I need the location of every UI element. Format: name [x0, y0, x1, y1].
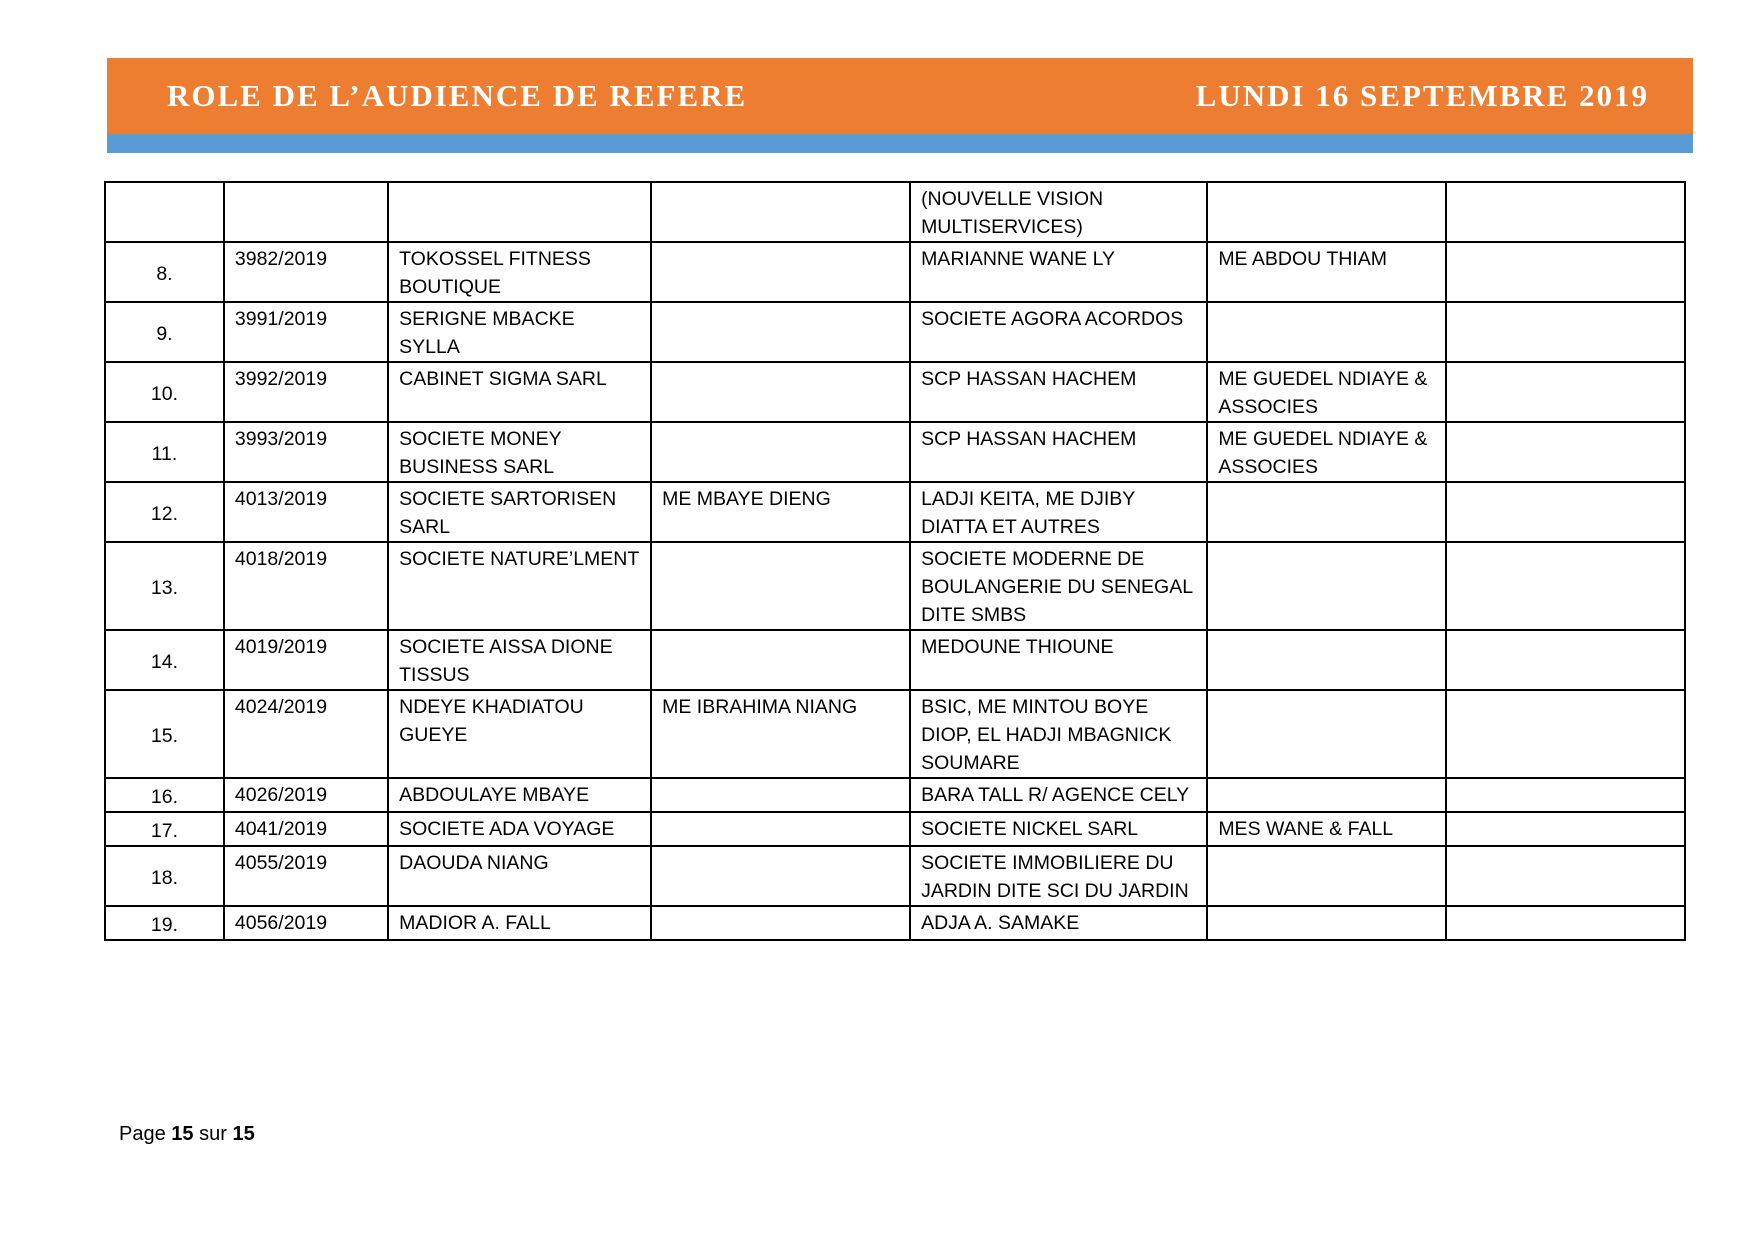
case-reference: 3992/2019 — [224, 362, 388, 422]
defendant-counsel — [1207, 630, 1446, 690]
footer-total-pages: 15 — [232, 1123, 255, 1145]
table-row — [105, 906, 1685, 940]
hearing-date: LUNDI 16 SEPTEMBRE 2019 — [1195, 78, 1649, 113]
row-number: 9. — [105, 302, 224, 362]
footer-prefix: Page — [119, 1123, 166, 1145]
plaintiff: MADIOR A. FALL — [388, 906, 651, 940]
case-reference: 3993/2019 — [224, 422, 388, 482]
defendant-counsel: MES WANE & FALL — [1207, 812, 1446, 846]
table-row — [105, 812, 1685, 846]
plaintiff: SOCIETE SARTORISEN SARL — [388, 482, 651, 542]
plaintiff: DAOUDA NIANG — [388, 846, 651, 906]
plaintiff-counsel — [651, 242, 910, 302]
defendant: SCP HASSAN HACHEM — [910, 422, 1207, 482]
plaintiff — [388, 182, 651, 242]
case-reference: 4056/2019 — [224, 906, 388, 940]
footer-middle: sur — [199, 1123, 227, 1145]
row-number: 15. — [105, 690, 224, 778]
case-reference: 4055/2019 — [224, 846, 388, 906]
defendant-counsel — [1207, 846, 1446, 906]
table-row — [105, 690, 1685, 778]
defendant-counsel: ME ABDOU THIAM — [1207, 242, 1446, 302]
observations — [1446, 690, 1685, 778]
header-banner — [107, 58, 1693, 134]
defendant-counsel — [1207, 906, 1446, 940]
defendant: MEDOUNE THIOUNE — [910, 630, 1207, 690]
plaintiff-counsel — [651, 542, 910, 630]
table-row — [105, 182, 1685, 242]
row-number: 13. — [105, 542, 224, 630]
defendant: (NOUVELLE VISION MULTISERVICES) — [910, 182, 1207, 242]
case-reference: 3982/2019 — [224, 242, 388, 302]
defendant-counsel — [1207, 182, 1446, 242]
case-reference: 3991/2019 — [224, 302, 388, 362]
case-reference: 4026/2019 — [224, 778, 388, 812]
defendant-counsel: ME GUEDEL NDIAYE & ASSOCIES — [1207, 422, 1446, 482]
plaintiff-counsel: ME MBAYE DIENG — [651, 482, 910, 542]
observations — [1446, 422, 1685, 482]
table-row — [105, 846, 1685, 906]
observations — [1446, 242, 1685, 302]
case-reference: 4041/2019 — [224, 812, 388, 846]
defendant: SOCIETE AGORA ACORDOS — [910, 302, 1207, 362]
observations — [1446, 482, 1685, 542]
case-reference: 4024/2019 — [224, 690, 388, 778]
defendant-counsel — [1207, 778, 1446, 812]
defendant: SCP HASSAN HACHEM — [910, 362, 1207, 422]
row-number: 17. — [105, 812, 224, 846]
table-row — [105, 778, 1685, 812]
plaintiff-counsel — [651, 906, 910, 940]
defendant: LADJI KEITA, ME DJIBY DIATTA ET AUTRES — [910, 482, 1207, 542]
defendant-counsel — [1207, 690, 1446, 778]
defendant-counsel — [1207, 542, 1446, 630]
table-row — [105, 422, 1685, 482]
plaintiff: SERIGNE MBACKE SYLLA — [388, 302, 651, 362]
defendant: BARA TALL R/ AGENCE CELY — [910, 778, 1207, 812]
page-footer — [119, 1123, 255, 1146]
case-reference: 4019/2019 — [224, 630, 388, 690]
plaintiff-counsel: ME IBRAHIMA NIANG — [651, 690, 910, 778]
observations — [1446, 846, 1685, 906]
plaintiff: SOCIETE NATURE’LMENT — [388, 542, 651, 630]
document-title: ROLE DE L’AUDIENCE DE REFERE — [167, 78, 748, 113]
defendant-counsel — [1207, 302, 1446, 362]
case-reference — [224, 182, 388, 242]
plaintiff: SOCIETE MONEY BUSINESS SARL — [388, 422, 651, 482]
plaintiff-counsel — [651, 422, 910, 482]
defendant: SOCIETE IMMOBILIERE DU JARDIN DITE SCI DU JARDIN — [910, 846, 1207, 906]
hearing-roll-table — [104, 181, 1686, 941]
row-number: 18. — [105, 846, 224, 906]
footer-current-page: 15 — [171, 1123, 194, 1145]
row-number: 16. — [105, 778, 224, 812]
observations — [1446, 812, 1685, 846]
row-number: 14. — [105, 630, 224, 690]
row-number: 11. — [105, 422, 224, 482]
defendant: SOCIETE NICKEL SARL — [910, 812, 1207, 846]
table-row — [105, 302, 1685, 362]
plaintiff-counsel — [651, 812, 910, 846]
row-number: 10. — [105, 362, 224, 422]
plaintiff-counsel — [651, 182, 910, 242]
observations — [1446, 182, 1685, 242]
table-row — [105, 630, 1685, 690]
table-row — [105, 482, 1685, 542]
row-number: 8. — [105, 242, 224, 302]
case-reference: 4013/2019 — [224, 482, 388, 542]
defendant-counsel — [1207, 482, 1446, 542]
defendant-counsel: ME GUEDEL NDIAYE & ASSOCIES — [1207, 362, 1446, 422]
defendant: MARIANNE WANE LY — [910, 242, 1207, 302]
defendant: BSIC, ME MINTOU BOYE DIOP, EL HADJI MBAGNICK SOUMARE — [910, 690, 1207, 778]
defendant: ADJA A. SAMAKE — [910, 906, 1207, 940]
row-number: 19. — [105, 906, 224, 940]
plaintiff: TOKOSSEL FITNESS BOUTIQUE — [388, 242, 651, 302]
table-row — [105, 362, 1685, 422]
defendant: SOCIETE MODERNE DE BOULANGERIE DU SENEGAL DITE SMBS — [910, 542, 1207, 630]
plaintiff-counsel — [651, 302, 910, 362]
table-row — [105, 242, 1685, 302]
observations — [1446, 778, 1685, 812]
plaintiff: SOCIETE ADA VOYAGE — [388, 812, 651, 846]
observations — [1446, 542, 1685, 630]
plaintiff: SOCIETE AISSA DIONE TISSUS — [388, 630, 651, 690]
observations — [1446, 302, 1685, 362]
plaintiff: ABDOULAYE MBAYE — [388, 778, 651, 812]
plaintiff: NDEYE KHADIATOU GUEYE — [388, 690, 651, 778]
plaintiff-counsel — [651, 846, 910, 906]
header-stripe — [107, 134, 1693, 153]
row-number — [105, 182, 224, 242]
row-number: 12. — [105, 482, 224, 542]
observations — [1446, 630, 1685, 690]
case-reference: 4018/2019 — [224, 542, 388, 630]
plaintiff-counsel — [651, 362, 910, 422]
plaintiff: CABINET SIGMA SARL — [388, 362, 651, 422]
table-row — [105, 542, 1685, 630]
observations — [1446, 906, 1685, 940]
plaintiff-counsel — [651, 778, 910, 812]
plaintiff-counsel — [651, 630, 910, 690]
observations — [1446, 362, 1685, 422]
